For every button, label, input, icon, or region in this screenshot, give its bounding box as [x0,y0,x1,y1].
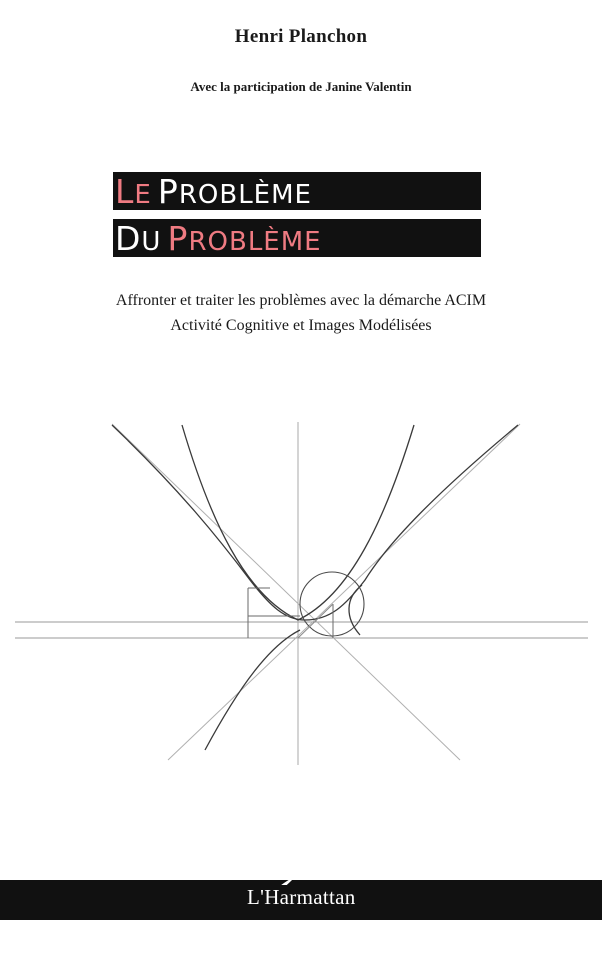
title-letters: E [134,180,152,210]
title-letter: P [157,172,179,211]
publisher-name: L'Harmattan [243,885,360,910]
hyperbola-construction-diagram [0,420,602,770]
asymptote-right [168,424,520,760]
subtitle-line-1: Affronter et traiter les problèmes avec la démarche ACIM [115,292,487,309]
title-letter: L [115,172,135,211]
title-letters: ROBLÈME [188,227,322,257]
title-line-1 [113,172,481,210]
title-letter: P [167,219,189,258]
outer-curve-left [112,425,305,620]
title-letters: ROBLÈME [178,180,312,210]
outer-curve-right [305,425,518,620]
author-name: Henri Planchon [234,26,368,47]
title-letters: U [141,227,162,257]
title-letter: D [115,219,142,258]
title-line-2 [113,219,481,257]
construction-rectangle [248,588,300,638]
subtitle-line-2: Activité Cognitive et Images Modélisées [170,317,432,334]
asymptote-left [112,424,460,760]
participation-credit: Avec la participation de Janine Valentin [190,79,412,94]
